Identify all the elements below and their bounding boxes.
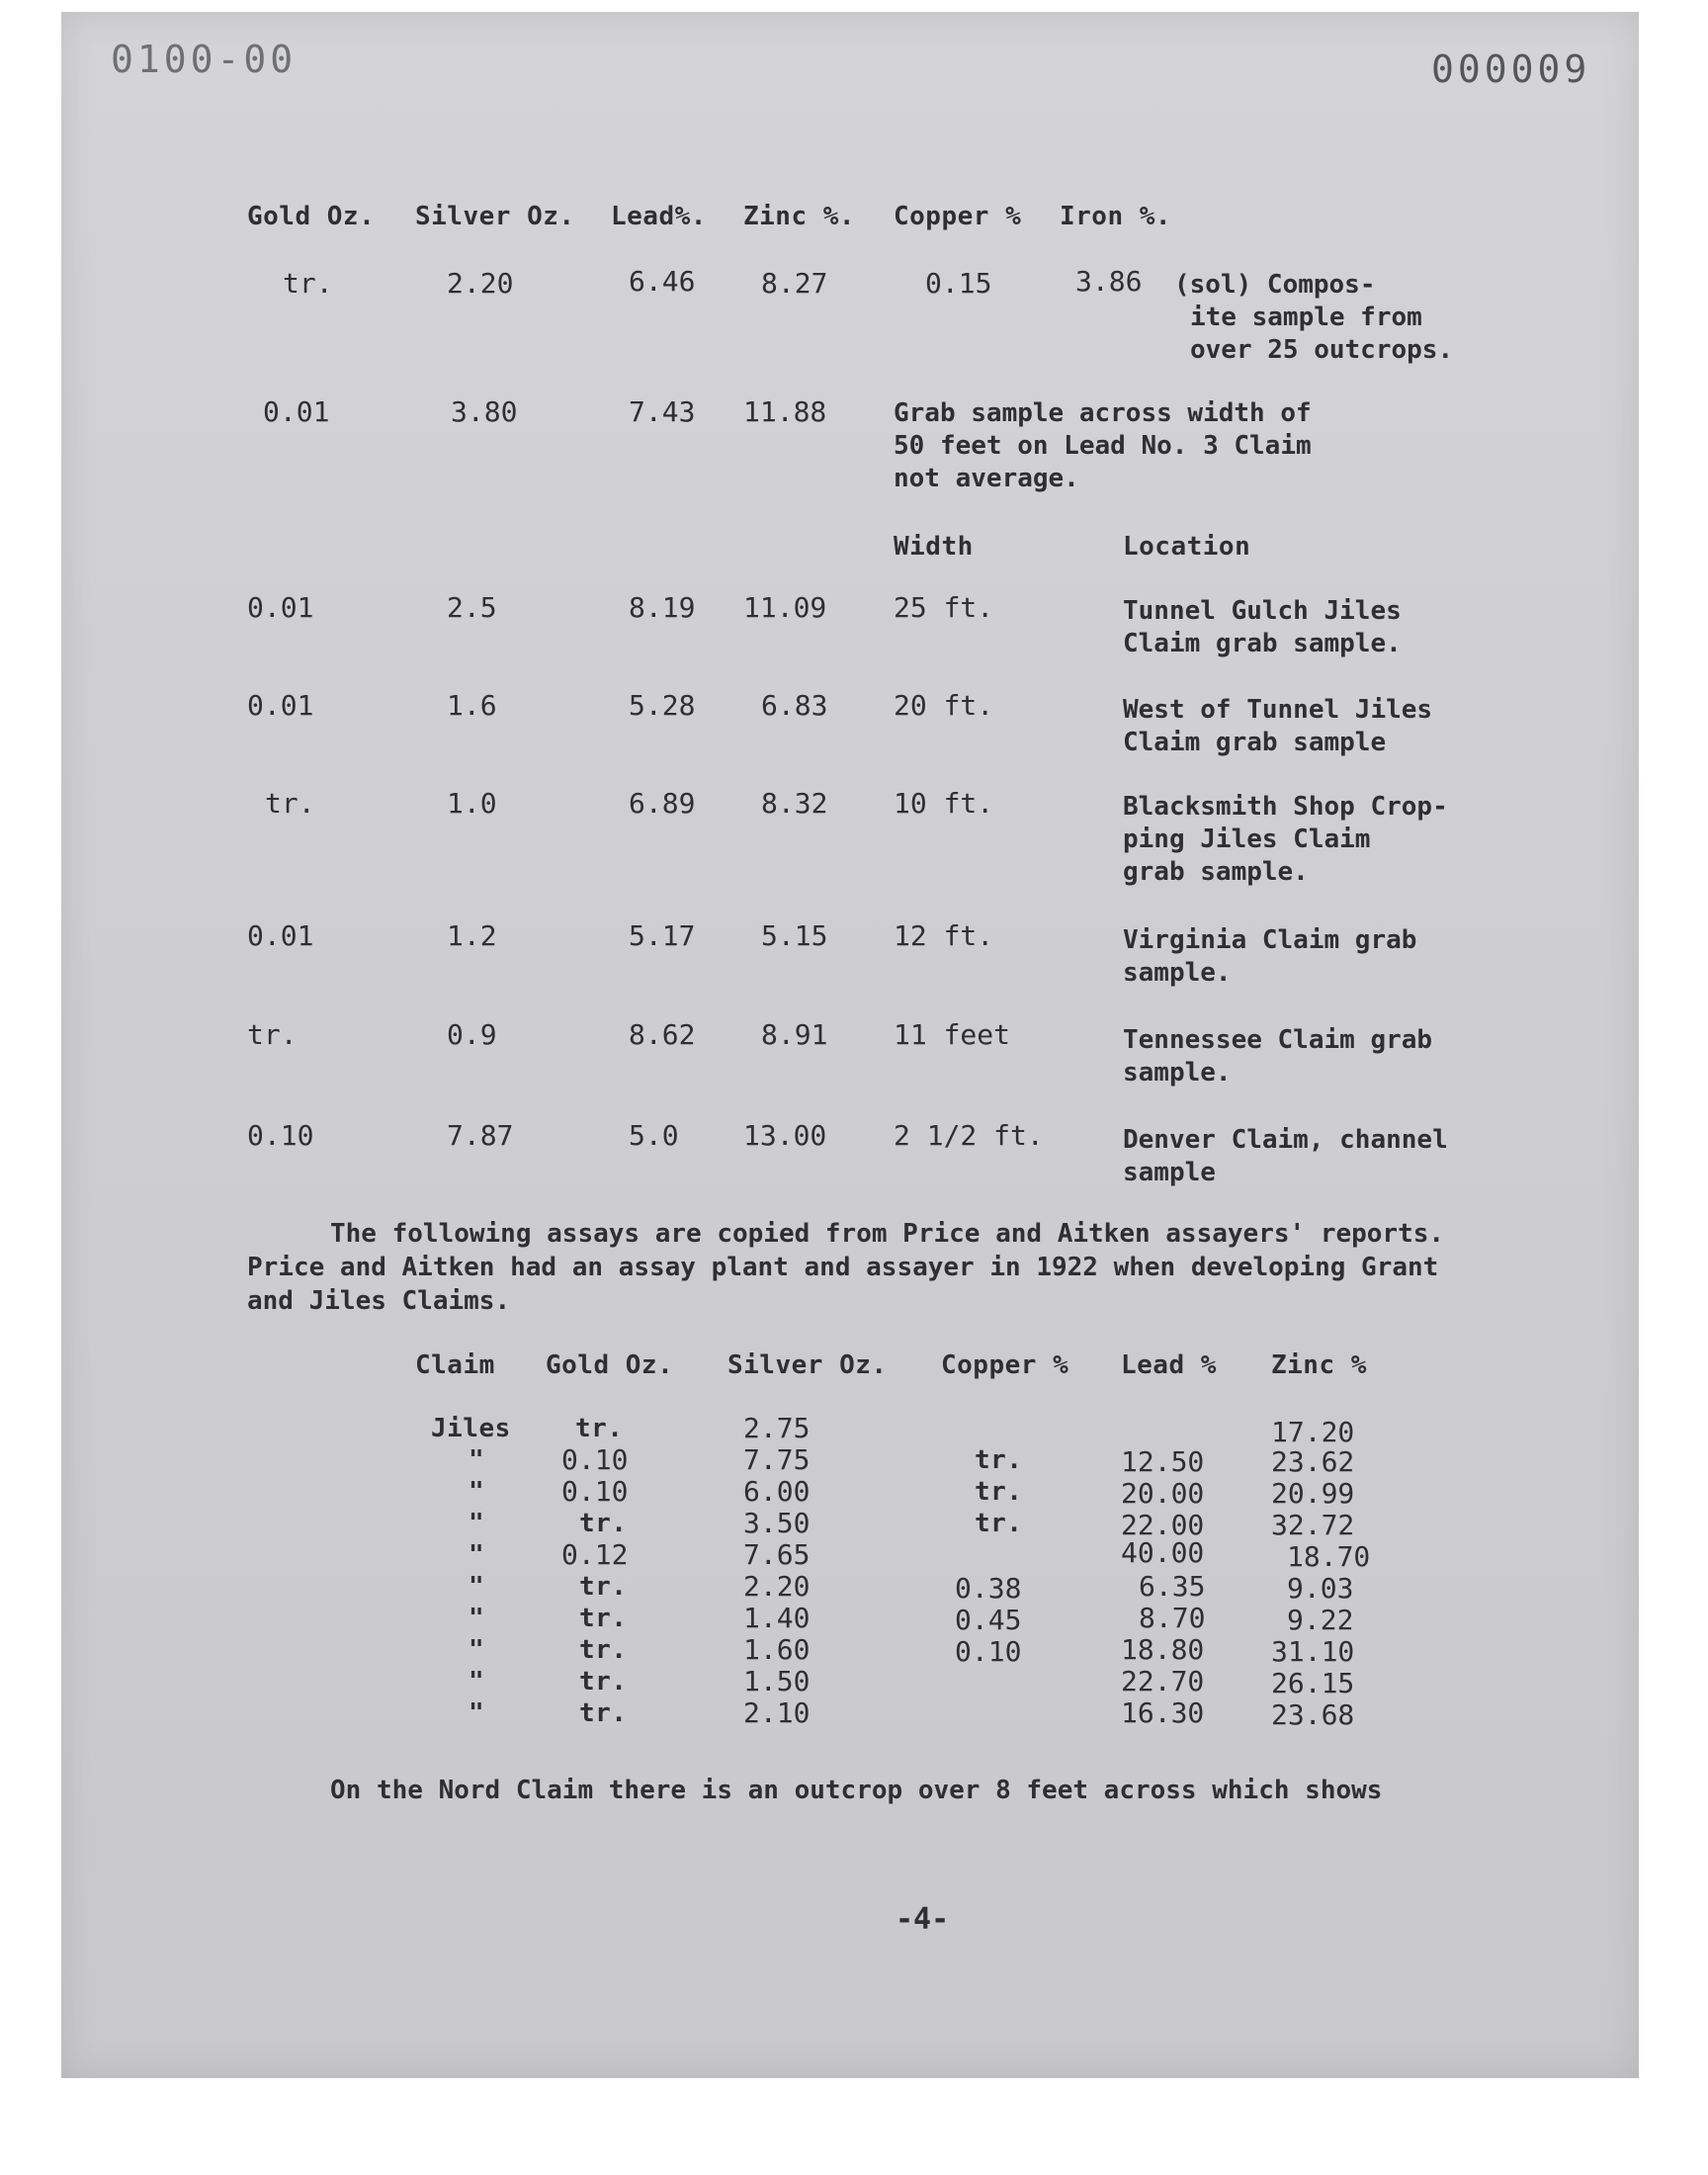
t1-row-lead: 5.28: [629, 689, 696, 722]
t2-cell-gold: tr.: [579, 1604, 628, 1633]
t2-cell-copper: tr.: [975, 1509, 1023, 1538]
t2-cell-zinc: 17.20: [1271, 1416, 1355, 1448]
t1-row-lead: 8.62: [629, 1018, 696, 1051]
stamp-left: 0100-00: [111, 38, 298, 81]
t2-cell-gold: tr.: [579, 1572, 628, 1602]
t1-row-silver: 1.6: [447, 689, 497, 722]
t2-cell-silver: 1.60: [743, 1633, 811, 1666]
t1-header-zinc: Zinc %.: [743, 202, 856, 231]
t2-cell-zinc: 23.62: [1271, 1445, 1355, 1478]
t1-row-width: 11 feet: [894, 1018, 1011, 1051]
t1-row-location-line2: Claim grab sample: [1123, 728, 1387, 757]
stamp-right: 000009: [1431, 47, 1591, 91]
t1-r1-note-line3: over 25 outcrops.: [1190, 335, 1454, 365]
t2-cell-lead: 8.70: [1139, 1602, 1206, 1634]
t2-cell-silver: 2.20: [743, 1570, 811, 1603]
t1-row-location-line3: grab sample.: [1123, 857, 1309, 887]
t1-row-gold: 0.10: [247, 1119, 314, 1152]
t2-cell-copper: tr.: [975, 1477, 1023, 1507]
t1-r1-zinc: 8.27: [761, 267, 828, 300]
t2-cell-zinc: 20.99: [1271, 1477, 1355, 1510]
t1-row-gold: 0.01: [247, 689, 314, 722]
t1-row-location-line1: Denver Claim, channel: [1123, 1125, 1448, 1155]
t2-cell-lead: 18.80: [1121, 1633, 1205, 1666]
t1-r2-note-line1: Grab sample across width of: [894, 398, 1312, 428]
t2-cell-gold: 0.10: [561, 1443, 629, 1476]
t1-r2-zinc: 11.88: [743, 395, 827, 428]
t2-cell-lead: 40.00: [1121, 1536, 1205, 1569]
t1-row-location-line1: Blacksmith Shop Crop-: [1123, 792, 1448, 822]
t2-header-silver: Silver Oz.: [727, 1350, 888, 1380]
t2-cell-lead: 22.70: [1121, 1665, 1205, 1697]
t2-cell-zinc: 26.15: [1271, 1667, 1355, 1699]
t1-row-gold: tr.: [247, 1018, 298, 1051]
t1-header-silver: Silver Oz.: [415, 202, 575, 231]
t2-cell-claim: ": [469, 1477, 485, 1507]
t2-cell-copper: 0.45: [955, 1604, 1022, 1636]
t2-header-lead: Lead %: [1121, 1350, 1217, 1380]
t2-cell-gold: 0.10: [561, 1475, 629, 1508]
t1-row-zinc: 6.83: [761, 689, 828, 722]
t1-r2-note-line2: 50 feet on Lead No. 3 Claim: [894, 431, 1312, 461]
t1-row-lead: 5.0: [629, 1119, 679, 1152]
t1-row-location-line1: Tunnel Gulch Jiles: [1123, 596, 1402, 626]
t1-row-location-line2: sample.: [1123, 958, 1232, 988]
t2-cell-claim: ": [469, 1509, 485, 1538]
paragraph-1-line2: Price and Aitken had an assay plant and assayer in 1922 when developing Grant: [247, 1253, 1439, 1282]
t2-header-zinc: Zinc %: [1271, 1350, 1367, 1380]
t2-cell-claim: ": [469, 1698, 485, 1728]
t2-cell-zinc: 18.70: [1287, 1540, 1371, 1573]
t1-header-gold: Gold Oz.: [247, 202, 376, 231]
t1-row-zinc: 8.32: [761, 787, 828, 820]
t1-row-location-line2: sample: [1123, 1158, 1216, 1187]
t1-row-gold: 0.01: [247, 919, 314, 952]
t1-r2-lead: 7.43: [629, 395, 696, 428]
t2-cell-gold: tr.: [575, 1414, 624, 1443]
paragraph-1-line1: The following assays are copied from Price and Aitken assayers' reports.: [330, 1219, 1445, 1249]
t2-cell-lead: 22.00: [1121, 1509, 1205, 1541]
t2-cell-copper: tr.: [975, 1445, 1023, 1475]
t2-header-gold: Gold Oz.: [546, 1350, 674, 1380]
t1-r1-iron: 3.86: [1075, 265, 1143, 298]
t1-row-silver: 0.9: [447, 1018, 497, 1051]
t2-cell-zinc: 32.72: [1271, 1509, 1355, 1541]
t2-cell-claim: ": [469, 1540, 485, 1570]
t2-cell-zinc: 23.68: [1271, 1698, 1355, 1731]
t1-row-zinc: 8.91: [761, 1018, 828, 1051]
t1-row-location-line2: Claim grab sample.: [1123, 629, 1402, 658]
t1-r2-silver: 3.80: [451, 395, 518, 428]
t1-r1-lead: 6.46: [629, 265, 696, 298]
t1-r2-gold: 0.01: [263, 395, 330, 428]
t2-cell-silver: 2.75: [743, 1412, 811, 1444]
t2-cell-gold: 0.12: [561, 1538, 629, 1571]
t1-r1-gold: tr.: [283, 267, 333, 300]
t1-header-iron: Iron %.: [1060, 202, 1172, 231]
paragraph-2: On the Nord Claim there is an outcrop over 8 feet across which shows: [330, 1776, 1383, 1805]
t1-r1-note-line2: ite sample from: [1190, 303, 1422, 332]
t1-row-lead: 8.19: [629, 591, 696, 624]
t2-cell-copper: 0.10: [955, 1635, 1022, 1668]
t1-row-silver: 1.2: [447, 919, 497, 952]
t1-row-width: 20 ft.: [894, 689, 994, 722]
t1-header-lead: Lead%.: [611, 202, 707, 231]
t2-cell-lead: 6.35: [1139, 1570, 1206, 1603]
t2-cell-silver: 2.10: [743, 1696, 811, 1729]
t2-cell-lead: 12.50: [1121, 1445, 1205, 1478]
t1-subheader-width: Width: [894, 532, 974, 562]
t2-cell-silver: 3.50: [743, 1507, 811, 1539]
paragraph-1-line3: and Jiles Claims.: [247, 1286, 511, 1316]
t1-row-silver: 1.0: [447, 787, 497, 820]
t1-row-width: 25 ft.: [894, 591, 994, 624]
t2-cell-claim: Jiles: [431, 1414, 511, 1443]
t1-row-location-line1: Tennessee Claim grab: [1123, 1025, 1433, 1055]
t1-row-location-line2: sample.: [1123, 1058, 1232, 1088]
t1-row-gold: tr.: [265, 787, 315, 820]
t1-row-zinc: 13.00: [743, 1119, 827, 1152]
t1-r1-silver: 2.20: [447, 267, 514, 300]
t1-row-silver: 7.87: [447, 1119, 514, 1152]
t2-header-copper: Copper %: [941, 1350, 1069, 1380]
t2-cell-copper: 0.38: [955, 1572, 1022, 1605]
t2-header-claim: Claim: [415, 1350, 495, 1380]
t1-row-width: 12 ft.: [894, 919, 994, 952]
t2-cell-claim: ": [469, 1572, 485, 1602]
t2-cell-gold: tr.: [579, 1635, 628, 1665]
t2-cell-silver: 6.00: [743, 1475, 811, 1508]
t1-row-location-line2: ping Jiles Claim: [1123, 825, 1371, 854]
t2-cell-zinc: 9.03: [1287, 1572, 1354, 1605]
t1-header-copper: Copper %: [894, 202, 1022, 231]
t2-cell-silver: 1.40: [743, 1602, 811, 1634]
t1-row-lead: 6.89: [629, 787, 696, 820]
t2-cell-silver: 7.75: [743, 1443, 811, 1476]
t1-r2-note-line3: not average.: [894, 464, 1079, 493]
t2-cell-silver: 7.65: [743, 1538, 811, 1571]
t1-row-gold: 0.01: [247, 591, 314, 624]
t2-cell-lead: 20.00: [1121, 1477, 1205, 1510]
t1-row-width: 2 1/2 ft.: [894, 1119, 1044, 1152]
t1-row-zinc: 5.15: [761, 919, 828, 952]
page-number: -4-: [896, 1902, 950, 1937]
t2-cell-gold: tr.: [579, 1698, 628, 1728]
t1-row-zinc: 11.09: [743, 591, 827, 624]
t2-cell-claim: ": [469, 1667, 485, 1696]
t2-cell-gold: tr.: [579, 1667, 628, 1696]
t1-subheader-location: Location: [1123, 532, 1251, 562]
t2-cell-silver: 1.50: [743, 1665, 811, 1697]
t1-row-width: 10 ft.: [894, 787, 994, 820]
t1-row-silver: 2.5: [447, 591, 497, 624]
t2-cell-claim: ": [469, 1635, 485, 1665]
t2-cell-lead: 16.30: [1121, 1696, 1205, 1729]
t1-row-location-line1: West of Tunnel Jiles: [1123, 695, 1433, 725]
t2-cell-zinc: 9.22: [1287, 1604, 1354, 1636]
t2-cell-gold: tr.: [579, 1509, 628, 1538]
t2-cell-zinc: 31.10: [1271, 1635, 1355, 1668]
t2-cell-claim: ": [469, 1604, 485, 1633]
t1-row-lead: 5.17: [629, 919, 696, 952]
t1-row-location-line1: Virginia Claim grab: [1123, 925, 1417, 955]
t1-r1-note-line1: (sol) Compos-: [1174, 270, 1376, 300]
t2-cell-claim: ": [469, 1445, 485, 1475]
t1-r1-copper: 0.15: [925, 267, 992, 300]
